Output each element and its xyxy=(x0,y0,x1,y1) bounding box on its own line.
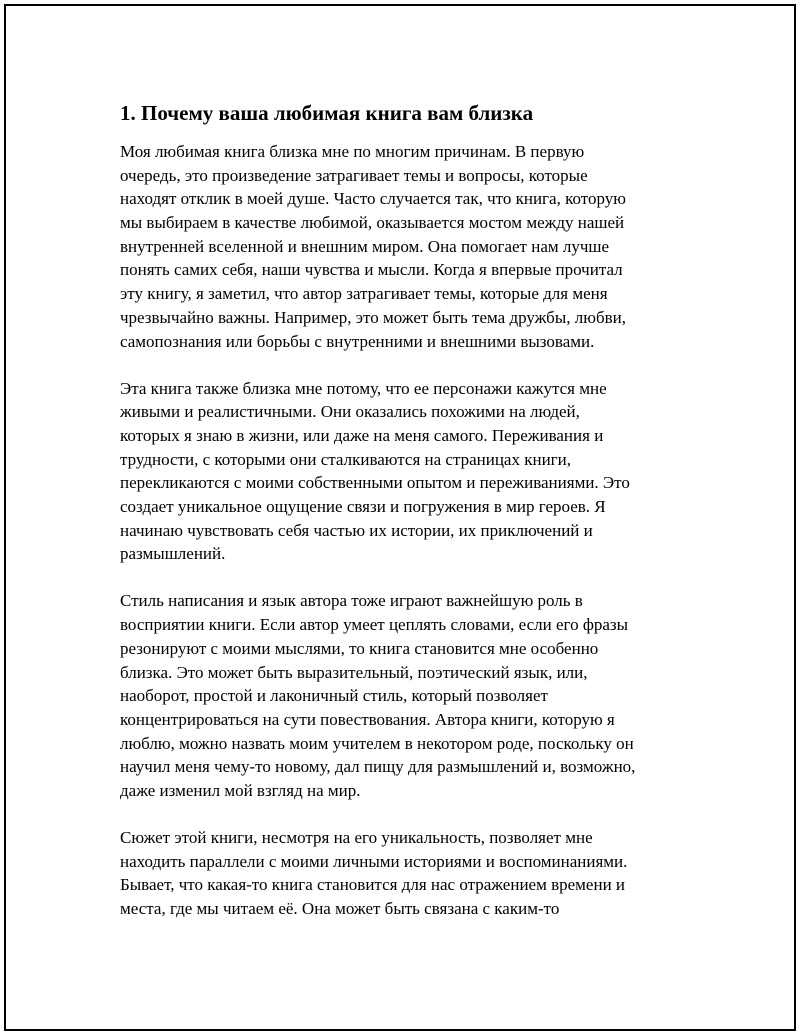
section-heading: 1. Почему ваша любимая книга вам близка xyxy=(120,101,534,125)
text-line: восприятии книги. Если автор умеет цеплять словами, если его фразы xyxy=(120,615,629,635)
text-line: внутренней вселенной и внешним миром. Она помогает нам лучше xyxy=(120,236,610,256)
text-line: концентрироваться на сути повествования. Автора книги, которую я xyxy=(120,709,615,729)
text-line: близка. Это может быть выразительный, поэтический язык, или, xyxy=(120,662,588,682)
text-line: научил меня чему-то новому, дал пищу для размышлений и, возможно, xyxy=(120,757,636,777)
text-line: места, где мы читаем её. Она может быть связана с каким-то xyxy=(120,899,560,919)
paragraph-2 xyxy=(120,377,700,567)
text-line: самопознания или борьбы с внутренними и внешними вызовами. xyxy=(120,331,595,351)
text-line: создает уникальное ощущение связи и погружения в мир героев. Я xyxy=(120,497,606,517)
text-line: живыми и реалистичными. Они оказались похожими на людей, xyxy=(120,402,580,422)
text-line: перекликаются с моими собственными опытом и переживаниями. Это xyxy=(120,473,630,493)
text-line: находят отклик в моей душе. Часто случается так, что книга, которую xyxy=(120,189,626,209)
text-line: трудности, с которыми они сталкиваются на страницах книги, xyxy=(120,449,572,469)
text-line: Эта книга также близка мне потому, что ее персонажи кажутся мне xyxy=(120,378,607,398)
text-line: даже изменил мой взгляд на мир. xyxy=(120,780,361,800)
paragraph-spacer xyxy=(120,566,700,589)
text-line: Сюжет этой книги, несмотря на его уникальность, позволяет мне xyxy=(120,828,593,848)
text-line: мы выбираем в качестве любимой, оказывается мостом между нашей xyxy=(120,213,625,233)
text-line: понять самих себя, наши чувства и мысли. Когда я впервые прочитал xyxy=(120,260,623,280)
text-line: Моя любимая книга близка мне по многим причинам. В первую xyxy=(120,142,585,161)
paragraph-1 xyxy=(120,140,700,353)
text-line: эту книгу, я заметил, что автор затрагивает темы, которые для меня xyxy=(120,284,608,304)
text-line: которых я знаю в жизни, или даже на меня самого. Переживания и xyxy=(120,425,604,445)
text-line: Бывает, что какая-то книга становится для нас отражением времени и xyxy=(120,875,626,895)
text-line: размышлений. xyxy=(120,544,226,564)
text-line: люблю, можно назвать моим учителем в некотором роде, поскольку он xyxy=(120,733,634,753)
paragraph-4 xyxy=(120,826,700,921)
text-line: чрезвычайно важны. Например, это может быть тема дружбы, любви, xyxy=(120,307,626,327)
text-line: начинаю чувствовать себя частью их истории, их приключений и xyxy=(120,520,593,540)
text-line: Стиль написания и язык автора тоже играют важнейшую роль в xyxy=(120,591,583,611)
page-frame xyxy=(4,4,796,1031)
text-line: очередь, это произведение затрагивает темы и вопросы, которые xyxy=(120,165,588,185)
paragraph-3 xyxy=(120,589,700,802)
paragraph-spacer xyxy=(120,803,700,826)
text-line: резонируют с моими мыслями, то книга становится мне особенно xyxy=(120,638,599,658)
text-line: находить параллели с моими личными историями и воспоминаниями. xyxy=(120,851,628,871)
document-body xyxy=(120,99,700,921)
text-line: наоборот, простой и лаконичный стиль, который позволяет xyxy=(120,686,548,706)
paragraph-spacer xyxy=(120,353,700,376)
